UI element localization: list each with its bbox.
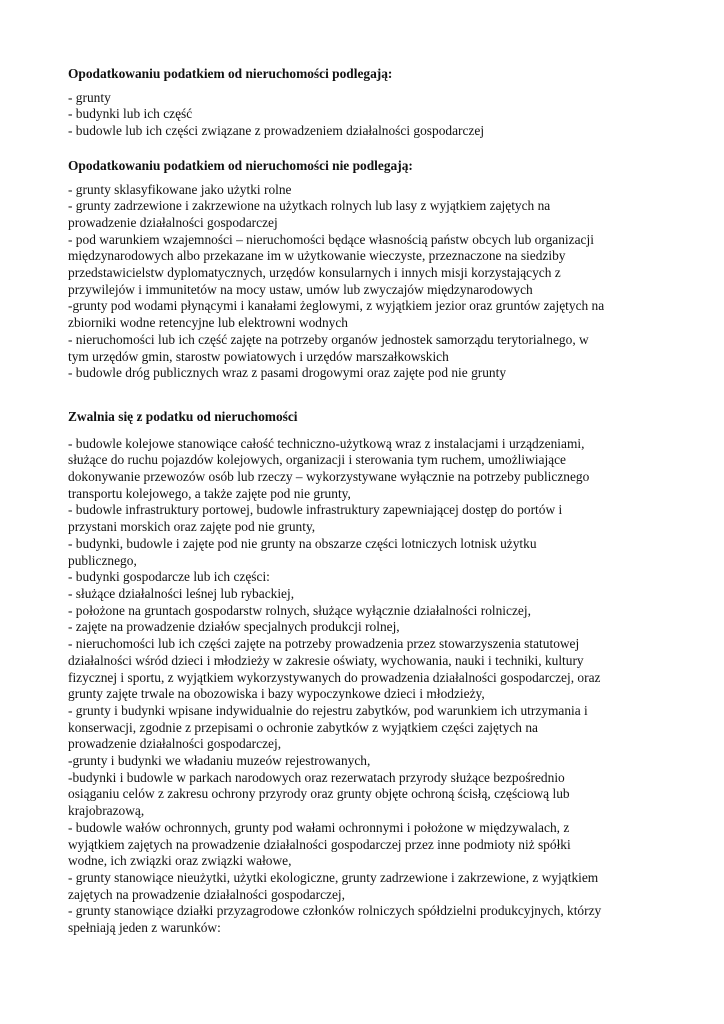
text-line: prowadzenie działalności gospodarczej xyxy=(68,214,278,230)
section-body xyxy=(68,90,668,140)
text-line: - grunty i budynki wpisane indywidualnie do rejestru zabytków, pod warunkiem ich utrzymania i xyxy=(68,702,588,718)
text-line: - budynki lub ich część xyxy=(68,106,193,122)
text-line: zbiorniki wodne retencyjne lub elektrowni wodnych xyxy=(68,315,349,331)
text-line: służące do ruchu pojazdów kolejowych, organizacji i sterowania tym ruchem, umożliwiające xyxy=(68,452,567,468)
text-line: - położone na gruntach gospodarstw rolnych, służące wyłącznie działalności rolniczej, xyxy=(68,602,531,618)
text-line: fizycznej i sportu, z wyjątkiem wykorzystywanych do prowadzenia działalności gospodarczej, oraz xyxy=(68,669,601,685)
section-body xyxy=(68,436,668,937)
text-line: transportu kolejowego, a także zajęte pod nie grunty, xyxy=(68,485,351,501)
section-subject-to-tax xyxy=(68,66,668,140)
text-line: osiąganiu celów z zakresu ochrony przyrody oraz grunty objęte ochroną ścisłą, częściową lub xyxy=(68,786,570,802)
text-line: spełniają jeden z warunków: xyxy=(68,920,221,936)
text-line: - grunty xyxy=(68,89,111,105)
text-line: przystani morskich oraz zajęte pod nie grunty, xyxy=(68,519,316,535)
section-heading: Zwalnia się z podatku od nieruchomości xyxy=(68,408,298,424)
text-line: przedstawicielstw dyplomatycznych, urzędów konsularnych i innych misji korzystających z xyxy=(68,265,561,281)
text-line: - budowle lub ich części związane z prowadzeniem działalności gospodarczej xyxy=(68,123,485,139)
text-line: - budowle wałów ochronnych, grunty pod wałami ochronnymi i położone w międzywalach, z xyxy=(68,819,570,835)
text-line: -budynki i budowle w parkach narodowych oraz rezerwatach przyrody służące bezpośrednio xyxy=(68,769,565,785)
document-page xyxy=(68,66,668,937)
text-line: publicznego, xyxy=(68,552,137,568)
text-line: prowadzenie działalności gospodarczej, xyxy=(68,736,282,752)
text-line: krajobrazową, xyxy=(68,803,145,819)
text-line: -grunty i budynki we władaniu muzeów rejestrowanych, xyxy=(68,753,371,769)
section-not-subject-to-tax xyxy=(68,158,668,382)
text-line: wodne, ich związki oraz związki wałowe, xyxy=(68,853,292,869)
text-line: - budynki, budowle i zajęte pod nie grunty na obszarze części lotniczych lotnisk użytku xyxy=(68,535,537,551)
section-body xyxy=(68,182,668,382)
text-line: konserwacji, zgodnie z przepisami o ochronie zabytków z wyjątkiem części zajętych na xyxy=(68,719,538,735)
text-line: - grunty sklasyfikowane jako użytki rolne xyxy=(68,181,292,197)
text-line: - służące działalności leśnej lub rybackiej, xyxy=(68,585,295,601)
text-line: - nieruchomości lub ich części zajęte na potrzeby prowadzenia przez stowarzyszenia statutowej xyxy=(68,636,580,652)
text-line: - nieruchomości lub ich część zajęte na potrzeby organów jednostek samorządu terytorialnego, w xyxy=(68,331,589,347)
text-line: grunty zajęte trwale na obozowiska i bazy wypoczynkowe dzieci i młodzieży, xyxy=(68,686,485,702)
text-line: dokonywanie przewozów osób lub rzeczy – wykorzystywane wyłącznie na potrzeby publicznego xyxy=(68,469,590,485)
text-line: - budowle kolejowe stanowiące całość techniczno-użytkową wraz z instalacjami i urządzeniami, xyxy=(68,435,585,451)
text-line: - budowle dróg publicznych wraz z pasami drogowymi oraz zajęte pod nie grunty xyxy=(68,365,507,381)
text-line: tym urzędów gmin, starostw powiatowych i urzędów marszałkowskich xyxy=(68,348,449,364)
text-line: zajętych na prowadzenie działalności gospodarczej, xyxy=(68,886,345,902)
text-line: - grunty stanowiące działki przyzagrodowe członków rolniczych spółdzielni produkcyjnych, którzy xyxy=(68,903,602,919)
text-line: - grunty zadrzewione i zakrzewione na użytkach rolnych lub lasy z wyjątkiem zajętych na xyxy=(68,198,551,214)
text-line: - pod warunkiem wzajemności – nieruchomości będące własnością państw obcych lub organizacji xyxy=(68,231,594,247)
text-line: przywilejów i immunitetów na mocy ustaw, umów lub zwyczajów międzynarodowych xyxy=(68,281,533,297)
section-tax-exemptions xyxy=(68,409,668,937)
text-line: - zajęte na prowadzenie działów specjalnych produkcji rolnej, xyxy=(68,619,400,635)
text-line: - budowle infrastruktury portowej, budowle infrastruktury zapewniającej dostęp do portów i xyxy=(68,502,563,518)
text-line: działalności wśród dzieci i młodzieży w zakresie oświaty, wychowania, nauki i techniki, kultury xyxy=(68,652,584,668)
text-line: wyjątkiem zajętych na prowadzenie działalności gospodarczej przez inne podmioty niż spółki xyxy=(68,836,571,852)
text-line: międzynarodowych albo przekazane im w użytkowanie wieczyste, przeznaczone na siedziby xyxy=(68,248,566,264)
text-line: -grunty pod wodami płynącymi i kanałami żeglowymi, z wyjątkiem jezior oraz gruntów zajętych na xyxy=(68,298,605,314)
section-heading: Opodatkowaniu podatkiem od nieruchomości nie podlegają: xyxy=(68,157,413,173)
text-line: - grunty stanowiące nieużytki, użytki ekologiczne, grunty zadrzewione i zakrzewione, z wyjątkiem xyxy=(68,869,599,885)
section-heading: Opodatkowaniu podatkiem od nieruchomości podlegają: xyxy=(68,66,393,81)
text-line: - budynki gospodarcze lub ich części: xyxy=(68,569,270,585)
